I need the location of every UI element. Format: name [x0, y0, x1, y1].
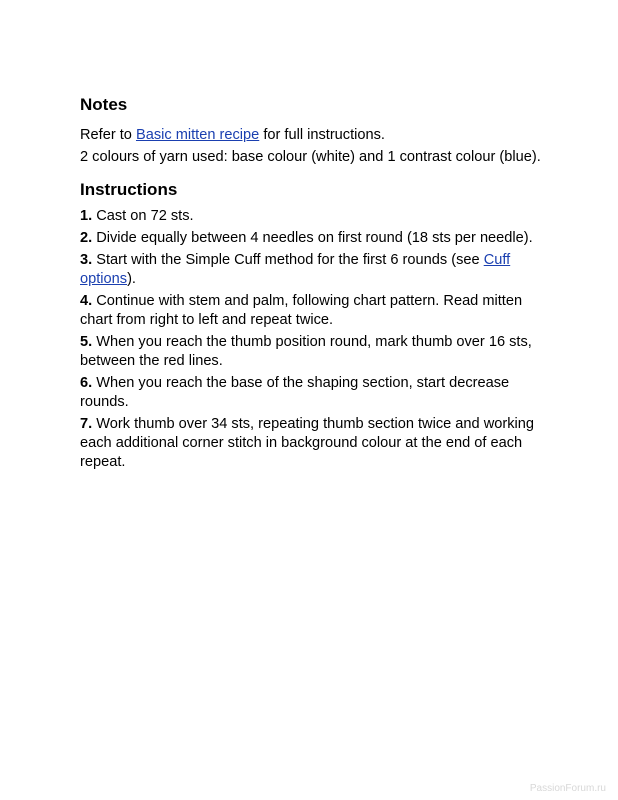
- step-text: When you reach the thumb position round, mark thumb over 16 sts, between the red lines.: [80, 334, 532, 369]
- watermark-text: PassionForum.ru: [529, 783, 606, 794]
- step-text: When you reach the base of the shaping section, start decrease rounds.: [80, 375, 510, 410]
- instruction-step: [80, 251, 550, 289]
- basic-mitten-recipe-link[interactable]: Basic mitten recipe: [135, 127, 260, 143]
- step-number: 1.: [80, 208, 93, 224]
- instruction-step: [80, 333, 550, 371]
- step-text: Continue with stem and palm, following chart pattern. Read mitten chart from right to left and repeat twice.: [80, 293, 523, 328]
- instruction-step: [80, 229, 550, 248]
- step-number: 4.: [80, 293, 93, 309]
- step-number: 3.: [80, 252, 93, 268]
- step-text-end: ).: [127, 271, 136, 287]
- step-number: 6.: [80, 375, 93, 391]
- document-page: [80, 90, 550, 475]
- step-number: 2.: [80, 230, 93, 246]
- step-text: Start with the Simple Cuff method for the first 6 rounds (see: [92, 252, 484, 268]
- instructions-list: [80, 207, 550, 472]
- step-text: Divide equally between 4 needles on first round (18 sts per needle).: [92, 230, 533, 246]
- notes-line-2: 2 colours of yarn used: base colour (white) and 1 contrast colour (blue).: [80, 149, 541, 165]
- instruction-step: [80, 374, 550, 412]
- notes-line-1-pre: Refer to: [80, 127, 136, 143]
- step-text: Work thumb over 34 sts, repeating thumb section twice and working each additional corner stitch in background colour at the end of each repeat.: [80, 416, 534, 470]
- instructions-heading: Instructions: [80, 180, 178, 199]
- step-number: 7.: [80, 416, 93, 432]
- cuff-options-link[interactable]: Cuff options: [80, 252, 511, 287]
- notes-heading: Notes: [80, 95, 128, 114]
- step-number: 5.: [80, 334, 93, 350]
- instruction-step: [80, 207, 550, 226]
- notes-line-1: [80, 126, 550, 145]
- notes-line-1-post: for full instructions.: [259, 127, 385, 143]
- step-text: Cast on 72 sts.: [92, 208, 194, 224]
- instruction-step: [80, 415, 550, 472]
- instruction-step: [80, 292, 550, 330]
